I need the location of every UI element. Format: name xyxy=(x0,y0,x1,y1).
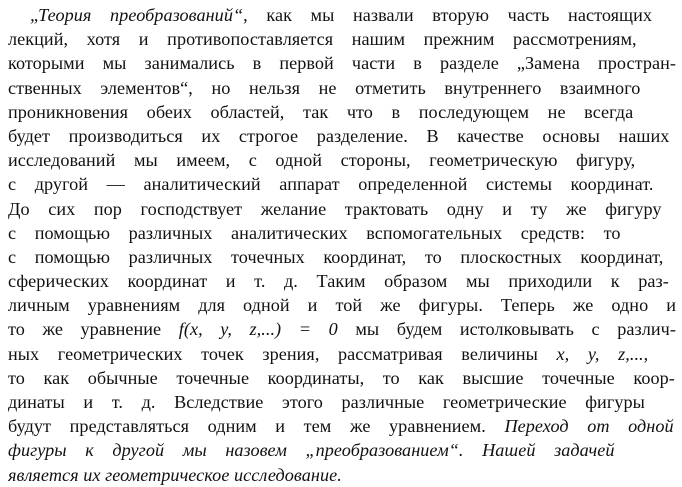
text-segment: проникновения обеих областей, так что в последующем не всегда xyxy=(8,101,634,122)
text-line xyxy=(8,172,676,196)
text-segment: мы будем истолковывать с различ- xyxy=(337,319,676,340)
text-segment: динаты и т. д. Вследствие этого различные геометрические фигуры xyxy=(8,392,645,412)
italic-text-segment: „Теория преобразований“ xyxy=(30,5,244,25)
text-segment: , как мы назвали вторую часть настоящих xyxy=(243,5,653,25)
italic-text-segment: f(x, y, z,...) = 0 xyxy=(178,319,338,340)
text-segment: личным уравнениям для одной и той же фигуры. Теперь же одно и xyxy=(8,295,676,316)
text-line xyxy=(8,148,676,172)
text-line xyxy=(8,197,676,221)
text-segment: будет производиться их строгое разделение. В качестве основы наших xyxy=(8,125,670,146)
text-line xyxy=(8,390,676,414)
text-segment: будут представляться одним и тем же уравнением. xyxy=(8,416,505,437)
text-segment: с другой — аналитический аппарат определенной системы координат. xyxy=(8,174,654,195)
text-line xyxy=(8,245,676,269)
text-segment: , xyxy=(643,343,649,364)
text-line xyxy=(8,221,676,245)
italic-text-segment: Переход от одной xyxy=(504,416,674,437)
text-line xyxy=(8,438,676,462)
text-line xyxy=(8,100,676,124)
text-line xyxy=(8,293,676,317)
italic-text-segment: является их геометрическое исследование. xyxy=(8,464,342,485)
text-line xyxy=(8,317,676,341)
text-line xyxy=(8,414,676,438)
text-line xyxy=(8,27,676,51)
text-segment: ных геометрических точек зрения, рассматривая величины xyxy=(8,343,557,364)
text-segment: ственных элементов“, но нельзя не отметить внутреннего взаимного xyxy=(8,77,641,98)
text-segment: то как обычные точечные координаты, то как высшие точечные коор- xyxy=(8,367,675,388)
text-segment: сферических координат и т. д. Таким образом мы приходили к раз- xyxy=(8,271,669,292)
text-segment: с помощью различных аналитических вспомогательных средств: то xyxy=(8,222,621,243)
italic-text-segment: фигуры к другой мы назовем „преобразованием“. Нашей задачей xyxy=(8,440,615,461)
text-segment: До сих пор господствует желание трактовать одну и ту же фигуру xyxy=(8,198,662,219)
text-segment: лекций, хотя и противопоставляется нашим прежним рассмотрениям, xyxy=(8,29,637,50)
text-line xyxy=(8,51,676,75)
text-line xyxy=(8,76,676,100)
paragraph xyxy=(8,3,676,487)
text-line xyxy=(8,3,676,27)
text-line xyxy=(8,269,676,293)
text-segment: которыми мы занимались в первой части в разделе „Замена простран- xyxy=(8,53,676,74)
text-segment: исследований мы имеем, с одной стороны, геометрическую фигуру, xyxy=(8,150,636,171)
text-segment: то же уравнение xyxy=(8,319,179,340)
text-line xyxy=(8,366,676,390)
italic-text-segment: x, y, z,... xyxy=(556,343,644,364)
text-segment: с помощью различных точечных координат, то плоскостных координат, xyxy=(8,246,664,267)
text-line xyxy=(8,342,676,366)
text-line xyxy=(8,124,676,148)
text-line xyxy=(8,463,676,487)
